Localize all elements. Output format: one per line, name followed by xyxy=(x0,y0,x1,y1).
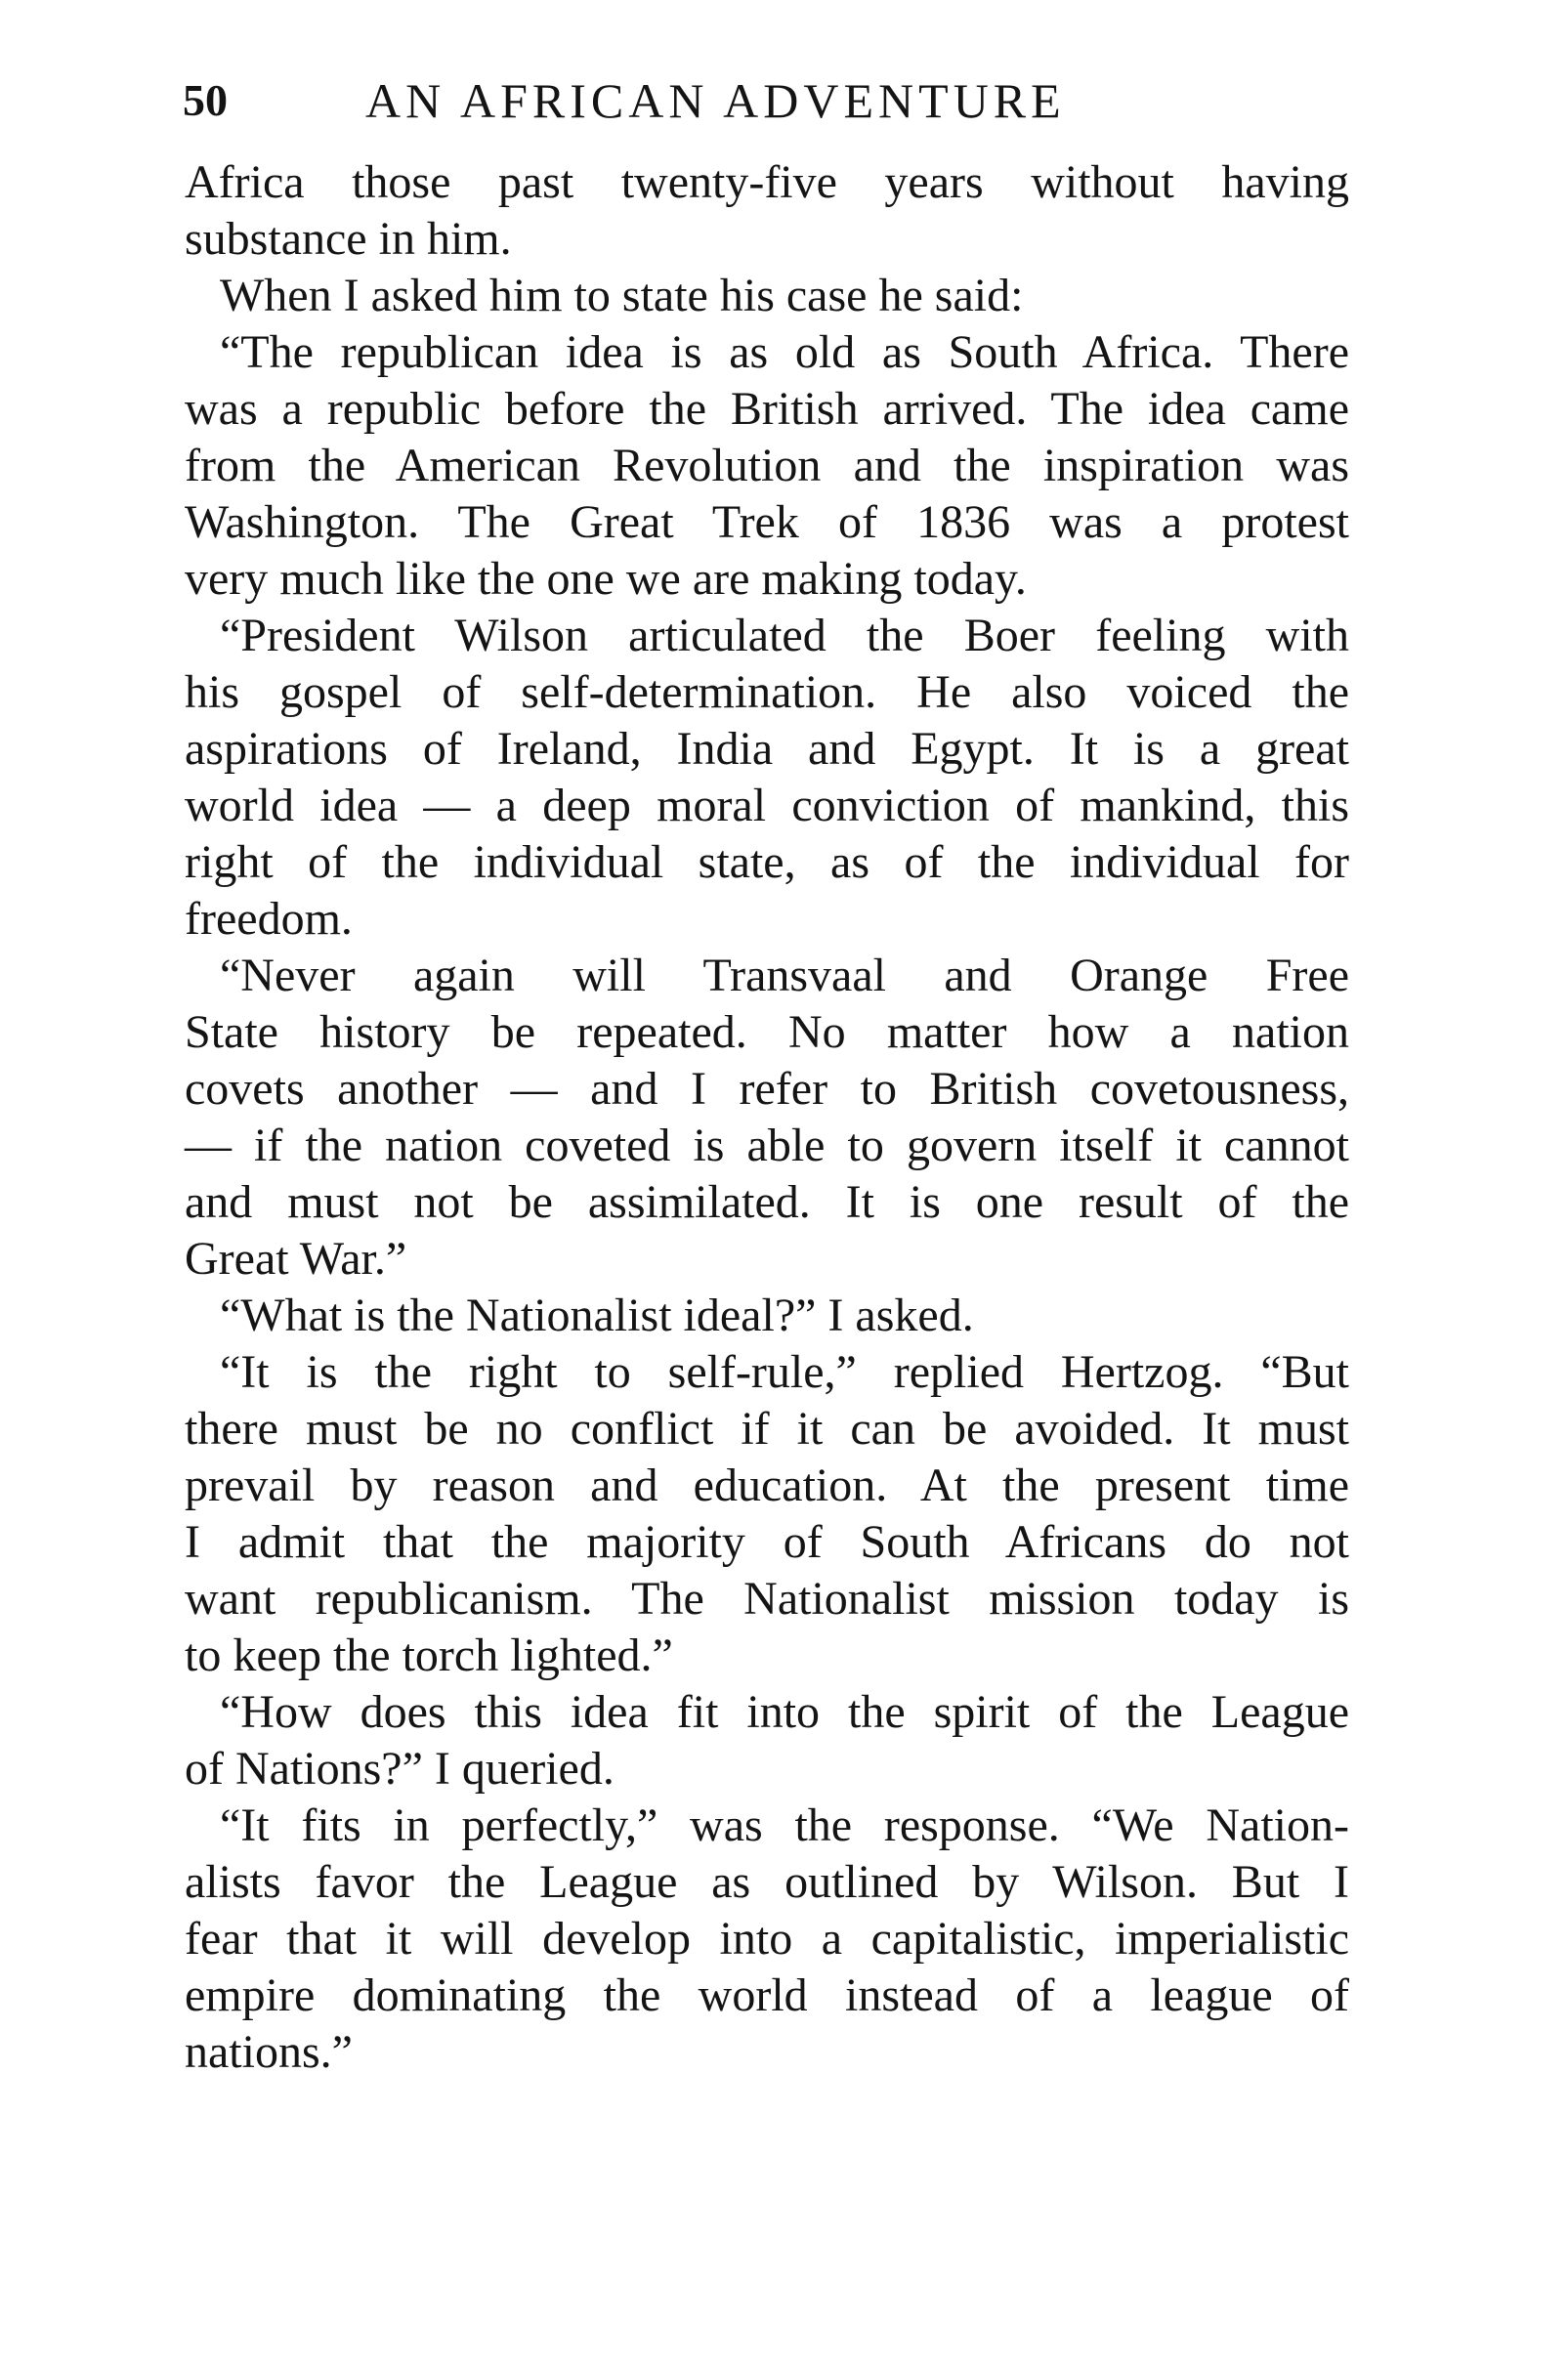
text-line: “What is the Nationalist ideal?” I asked. xyxy=(220,1290,974,1341)
text-line: prevail by reason and education. At the present time xyxy=(185,1459,1349,1511)
text-line: fear that it will develop into a capitalistic, imperialistic xyxy=(185,1913,1349,1965)
text-line: “It is the right to self-rule,” replied Hertzog. “But xyxy=(220,1346,1349,1398)
text-line: substance in him. xyxy=(185,213,512,265)
text-line: “Never again will Transvaal and Orange Free xyxy=(220,950,1349,1001)
text-line: I admit that the majority of South Africans do not xyxy=(185,1516,1349,1568)
text-line: Washington. The Great Trek of 1836 was a protest xyxy=(185,496,1349,548)
running-header xyxy=(183,66,1160,135)
text-line: “How does this idea fit into the spirit of the League xyxy=(220,1686,1349,1738)
text-line: Great War.” xyxy=(185,1233,407,1285)
text-line: world idea — a deep moral conviction of mankind, this xyxy=(185,780,1349,831)
text-line: very much like the one we are making today. xyxy=(185,553,1027,605)
text-line: empire dominating the world instead of a league of xyxy=(185,1969,1349,2021)
text-line: — if the nation coveted is able to govern itself it cannot xyxy=(185,1120,1349,1171)
text-line: aspirations of Ireland, India and Egypt. It is a great xyxy=(185,723,1349,775)
text-line: right of the individual state, as of the individual for xyxy=(185,836,1349,888)
text-line: was a republic before the British arrived. The idea came xyxy=(185,383,1349,435)
text-line: freedom. xyxy=(185,893,353,945)
text-line: covets another — and I refer to British covetousness, xyxy=(185,1063,1349,1115)
text-line: When I asked him to state his case he said: xyxy=(220,270,1024,321)
text-line: Africa those past twenty-five years without having xyxy=(185,156,1349,208)
text-line: “President Wilson articulated the Boer feeling with xyxy=(220,610,1349,661)
text-line: alists favor the League as outlined by Wilson. But I xyxy=(185,1856,1349,1908)
text-line: State history be repeated. No matter how a nation xyxy=(185,1006,1349,1058)
running-title: AN AFRICAN ADVENTURE xyxy=(365,73,1066,128)
text-line: of Nations?” I queried. xyxy=(185,1743,614,1795)
text-line: from the American Revolution and the inspiration was xyxy=(185,440,1349,491)
text-line: and must not be assimilated. It is one result of the xyxy=(185,1176,1349,1228)
text-line: “The republican idea is as old as South Africa. There xyxy=(220,326,1349,378)
text-line: want republicanism. The Nationalist mission today is xyxy=(185,1573,1349,1625)
text-line: there must be no conflict if it can be avoided. It must xyxy=(185,1403,1349,1455)
text-line: to keep the torch lighted.” xyxy=(185,1629,673,1681)
page-number: 50 xyxy=(183,75,228,125)
text-line: his gospel of self-determination. He also voiced the xyxy=(185,666,1349,718)
text-line: “It fits in perfectly,” was the response. “We Nation- xyxy=(220,1799,1349,1851)
text-line: nations.” xyxy=(185,2026,353,2078)
